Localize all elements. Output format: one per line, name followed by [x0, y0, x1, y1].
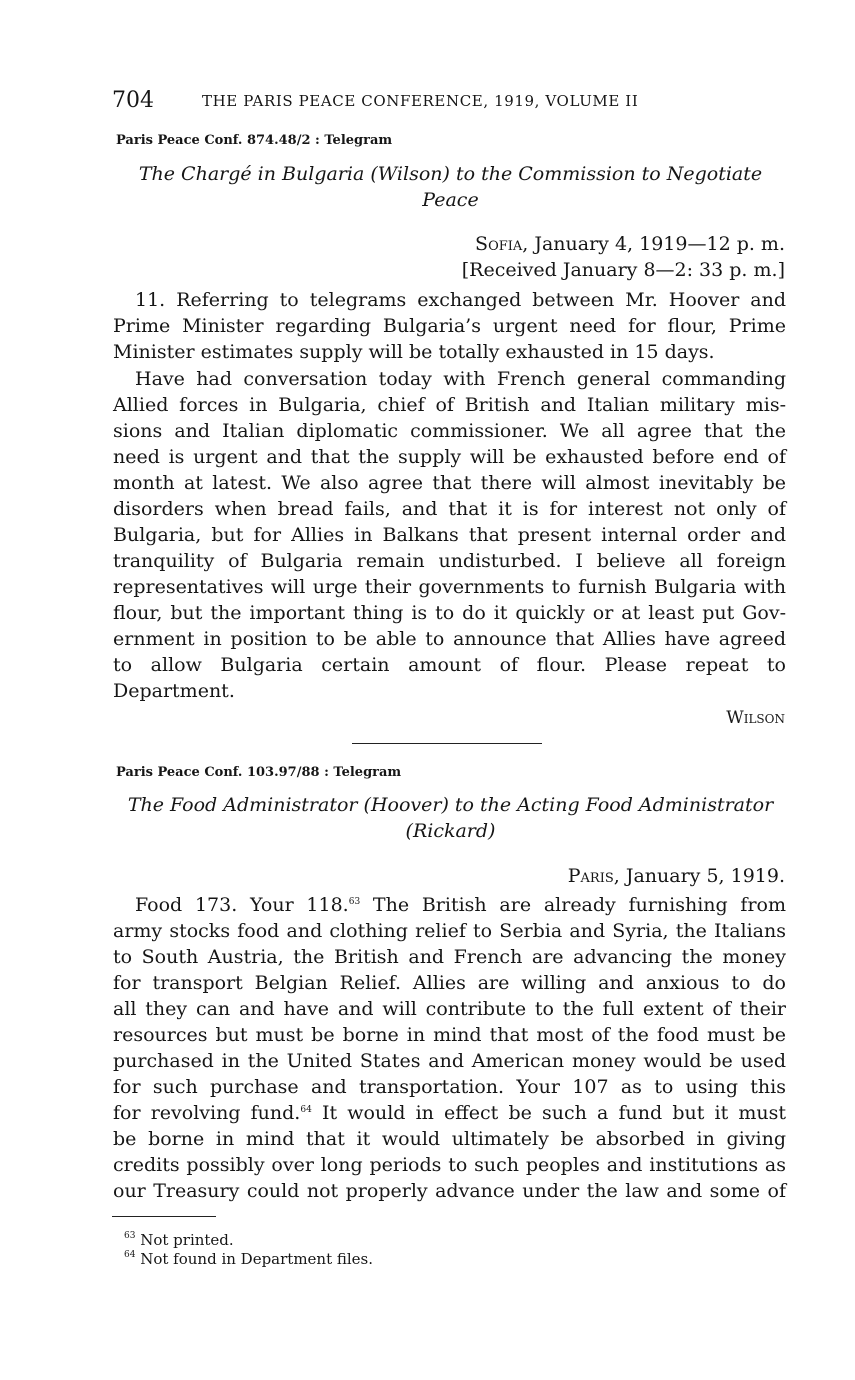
document-2-source: Paris Peace Conf. 103.97/88 : Telegram [116, 765, 402, 780]
text-line: all they can and have and will contribute to the full extent of their [113, 998, 786, 1020]
footnote-mark: 63 [124, 1231, 136, 1241]
running-head-title: THE PARIS PEACE CONFERENCE, 1919, VOLUME II [202, 92, 639, 110]
document-1-source: Paris Peace Conf. 874.48/2 : Telegram [116, 133, 393, 148]
text-line: army stocks food and clothing relief to Serbia and Syria, the Italians [113, 920, 786, 942]
document-1-paragraph-1 [113, 287, 786, 365]
document-1-title [114, 162, 787, 214]
text-line: Allied forces in Bulgaria, chief of British and Italian military mis- [113, 394, 786, 416]
text-segment: The British are already furnishing from [360, 894, 786, 916]
text-line: for transport Belgian Relief. Allies are willing and anxious to do [113, 972, 786, 994]
footnote-divider [112, 1216, 216, 1217]
footnote-mark: 64 [124, 1250, 136, 1260]
document-2-dateline [568, 863, 785, 889]
document-2-title-line: The Food Administrator (Hoover) to the Acting Food Administrator [127, 794, 774, 816]
text-line: resources but must be borne in mind that most of the food must be [113, 1024, 786, 1046]
text-line: sions and Italian diplomatic commissioner. We all agree that the [113, 420, 786, 442]
document-2-title [114, 793, 787, 845]
dateline-date: January 5, 1919. [619, 865, 785, 887]
footnote-63 [124, 1231, 234, 1249]
footnote-ref-63: 63 [348, 897, 361, 907]
text-line: credits possibly over long periods to such peoples and institutions as [113, 1154, 786, 1176]
text-line: purchased in the United States and American money would be used [113, 1050, 786, 1072]
text-line: our Treasury could not properly advance under the law and some of [113, 1180, 786, 1202]
text-line: representatives will urge their governments to furnish Bulgaria with [113, 576, 786, 598]
footnote-text: Not printed. [135, 1231, 234, 1249]
document-1-received: [Received January 8—2: 33 p. m.] [461, 259, 785, 281]
text-line: Have had conversation today with French general commanding [135, 368, 786, 390]
text-line: flour, but the important thing is to do it quickly or at least put Gov- [113, 602, 786, 624]
text-line: to allow Bulgaria certain amount of flour. Please repeat to [113, 654, 786, 676]
document-1-signature: Wilson [726, 708, 785, 728]
footnote-ref-64: 64 [300, 1105, 312, 1115]
text-line: disorders when bread fails, and that it is for interest not only of [113, 498, 786, 520]
text-line: to South Austria, the British and French are advancing the money [113, 946, 786, 968]
text-line [113, 1100, 786, 1126]
running-head [112, 88, 812, 116]
document-1-date [462, 231, 785, 257]
document-1-title-line: Peace [422, 189, 479, 211]
dateline-date: January 4, 1919—12 p. m. [528, 233, 785, 255]
text-line: Bulgaria, but for Allies in Balkans that present internal order and [113, 524, 786, 546]
footnote-64 [124, 1250, 373, 1268]
document-2-title-line: (Rickard) [405, 820, 496, 842]
text-line: tranquility of Bulgaria remain undisturbed. I believe all foreign [113, 550, 786, 572]
text-segment: for revolving fund. [113, 1102, 301, 1124]
text-line: 11. Referring to telegrams exchanged between Mr. Hoover and [135, 289, 786, 311]
dateline-place: Paris, [567, 865, 620, 887]
document-1-dateline [462, 231, 785, 283]
text-line: Prime Minister regarding Bulgaria’s urgent need for flour, Prime [113, 315, 786, 337]
document-1-paragraph-2 [113, 366, 786, 704]
text-line: Minister estimates supply will be totally exhausted in 15 days. [113, 341, 715, 363]
text-segment: It would in effect be such a fund but it must [311, 1102, 786, 1124]
text-segment: Food 173. Your 118. [135, 894, 349, 916]
text-line: month at latest. We also agree that there will almost inevitably be [113, 472, 786, 494]
text-line: be borne in mind that it would ultimately be absorbed in giving [113, 1128, 786, 1150]
document-2-date [568, 863, 785, 889]
text-line: need is urgent and that the supply will be exhausted before end of [113, 446, 786, 468]
text-line: Department. [113, 680, 235, 702]
text-line: ernment in position to be able to announce that Allies have agreed [113, 628, 786, 650]
text-line [113, 892, 786, 918]
section-divider [352, 743, 542, 744]
page-number: 704 [112, 88, 154, 113]
document-1-title-line: The Chargé in Bulgaria (Wilson) to the Commission to Negotiate [138, 163, 763, 185]
dateline-place: Sofia, [475, 233, 529, 255]
footnote-text: Not found in Department files. [135, 1250, 374, 1268]
text-line: for such purchase and transportation. Your 107 as to using this [113, 1076, 786, 1098]
document-2-paragraph-1 [113, 892, 786, 1204]
